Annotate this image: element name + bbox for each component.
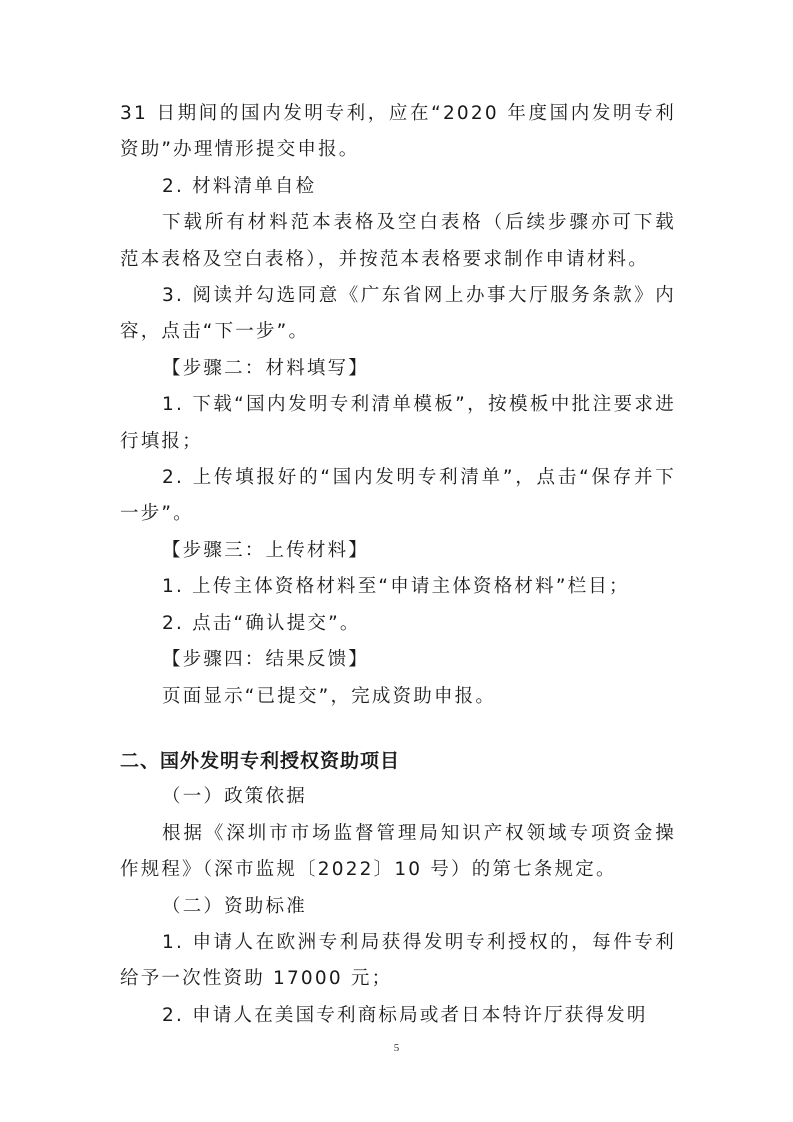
document-body bbox=[120, 96, 676, 1034]
paragraph: 1. 申请人在欧洲专利局获得发明专利授权的，每件专利给予一次性资助 17000 元； bbox=[120, 931, 676, 990]
paragraph: 根据《深圳市市场监督管理局知识产权领域专项资金操作规程》（深市监规〔2022〕10 号）的第七条规定。 bbox=[120, 822, 676, 881]
paragraph: 下载所有材料范本表格及空白表格（后续步骤亦可下载范本表格及空白表格），并按范本表格要求制作申请材料。 bbox=[120, 212, 676, 270]
paragraph: 31 日期间的国内发明专利，应在“2020 年度国内发明专利资助”办理情形提交申报。 bbox=[120, 103, 676, 161]
paragraph: 3. 阅读并勾选同意《广东省网上办事大厅服务条款》内容，点击“下一步”。 bbox=[120, 285, 676, 343]
paragraph: 1. 下载“国内发明专利清单模板”，按模板中批注要求进行填报； bbox=[120, 394, 676, 452]
step-heading: 【步骤四：结果反馈】 bbox=[162, 649, 370, 671]
page-number: 5 bbox=[393, 1042, 400, 1054]
paragraph: 1. 上传主体资格材料至“申请主体资格材料”栏目； bbox=[162, 576, 630, 598]
subsection-heading: （一）政策依据 bbox=[162, 786, 307, 808]
subsection-heading: （二）资助标准 bbox=[162, 895, 307, 917]
paragraph: 2. 点击“确认提交”。 bbox=[162, 612, 361, 634]
paragraph: 2. 申请人在美国专利商标局或者日本特许厅获得发明 bbox=[162, 1004, 648, 1026]
section-heading: 二、国外发明专利授权资助项目 bbox=[120, 749, 401, 772]
step-heading: 【步骤二：材料填写】 bbox=[162, 357, 370, 379]
paragraph: 2. 材料清单自检 bbox=[162, 175, 317, 197]
step-heading: 【步骤三：上传材料】 bbox=[162, 539, 370, 561]
paragraph: 2. 上传填报好的“国内发明专利清单”，点击“保存并下一步”。 bbox=[120, 467, 676, 525]
paragraph: 页面显示“已提交”，完成资助申报。 bbox=[162, 685, 497, 707]
